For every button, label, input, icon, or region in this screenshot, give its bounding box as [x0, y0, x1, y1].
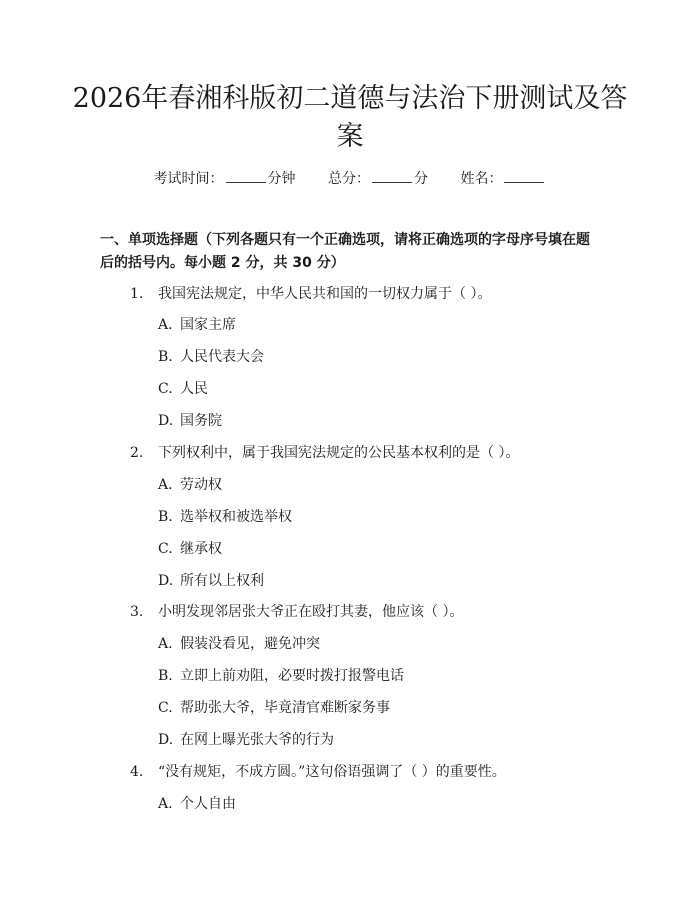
- option-item: [158, 729, 334, 749]
- total-score-blank: [372, 181, 412, 183]
- option-text: 个人自由: [180, 796, 236, 812]
- option-item: [158, 697, 390, 717]
- option-letter: D.: [158, 732, 174, 748]
- document-title: 2026年春湘科版初二道德与法治下册测试及答案: [72, 83, 628, 152]
- option-text: 立即上前劝阻，必要时拨打报警电话: [180, 668, 404, 684]
- exam-time-blank: [226, 181, 266, 183]
- option-text: 在网上曝光张大爷的行为: [180, 732, 334, 748]
- option-item: [158, 793, 236, 813]
- option-item: [158, 314, 236, 334]
- option-letter: D.: [158, 413, 174, 429]
- option-item: [158, 633, 320, 653]
- option-text: 假装没看见，避免冲突: [180, 636, 320, 652]
- section-heading: 一、单项选择题（下列各题只有一个正确选项，请将正确选项的字母序号填在题后的括号内。每小题 2 分，共 30 分）: [100, 232, 590, 271]
- option-text: 帮助张大爷，毕竟清官难断家务事: [180, 700, 390, 716]
- question-item: [130, 283, 491, 303]
- question-text: 小明发现邻居张大爷正在殴打其妻，他应该（ ）。: [158, 604, 464, 620]
- option-item: [158, 506, 292, 526]
- option-item: [158, 538, 222, 558]
- option-text: 国务院: [180, 413, 222, 429]
- option-text: 所有以上权利: [180, 573, 264, 589]
- option-text: 劳动权: [180, 477, 222, 493]
- total-score-field: [328, 168, 428, 188]
- question-item: [130, 761, 506, 781]
- option-text: 选举权和被选举权: [180, 509, 292, 525]
- option-text: 人民: [180, 381, 208, 397]
- option-letter: A.: [158, 317, 173, 333]
- question-item: [130, 601, 463, 621]
- exam-time-label: 考试时间：: [153, 171, 224, 187]
- option-letter: A.: [158, 796, 173, 812]
- option-item: [158, 410, 222, 430]
- question-number: 2.: [130, 445, 144, 461]
- total-score-label: 总分：: [328, 171, 370, 187]
- student-name-field: [460, 168, 546, 188]
- option-letter: B.: [158, 668, 173, 684]
- option-item: [158, 346, 264, 366]
- student-name-label: 姓名：: [460, 171, 503, 187]
- question-number: 4.: [130, 764, 144, 780]
- exam-meta-line: [0, 168, 700, 188]
- option-item: [158, 665, 404, 685]
- option-letter: C.: [158, 700, 173, 716]
- option-letter: B.: [158, 509, 173, 525]
- option-letter: B.: [158, 349, 173, 365]
- option-letter: A.: [158, 636, 173, 652]
- option-item: [158, 378, 208, 398]
- student-name-blank: [504, 181, 544, 183]
- option-text: 继承权: [180, 541, 222, 557]
- question-number: 3.: [130, 604, 144, 620]
- question-item: [130, 442, 519, 462]
- option-letter: C.: [158, 541, 173, 557]
- option-letter: A.: [158, 477, 173, 493]
- option-item: [158, 570, 264, 590]
- question-text: “没有规矩，不成方圆。”这句俗语强调了（ ）的重要性。: [158, 764, 506, 780]
- question-text: 下列权利中，属于我国宪法规定的公民基本权利的是（ ）。: [158, 445, 520, 461]
- exam-time-field: [154, 168, 296, 188]
- question-number: 1.: [130, 286, 144, 302]
- option-text: 人民代表大会: [180, 349, 264, 365]
- option-item: [158, 474, 222, 494]
- exam-time-unit: 分钟: [267, 171, 296, 187]
- option-text: 国家主席: [180, 317, 236, 333]
- option-letter: D.: [158, 573, 174, 589]
- option-letter: C.: [158, 381, 173, 397]
- total-score-unit: 分: [414, 171, 428, 187]
- question-text: 我国宪法规定，中华人民共和国的一切权力属于（ ）。: [158, 286, 492, 302]
